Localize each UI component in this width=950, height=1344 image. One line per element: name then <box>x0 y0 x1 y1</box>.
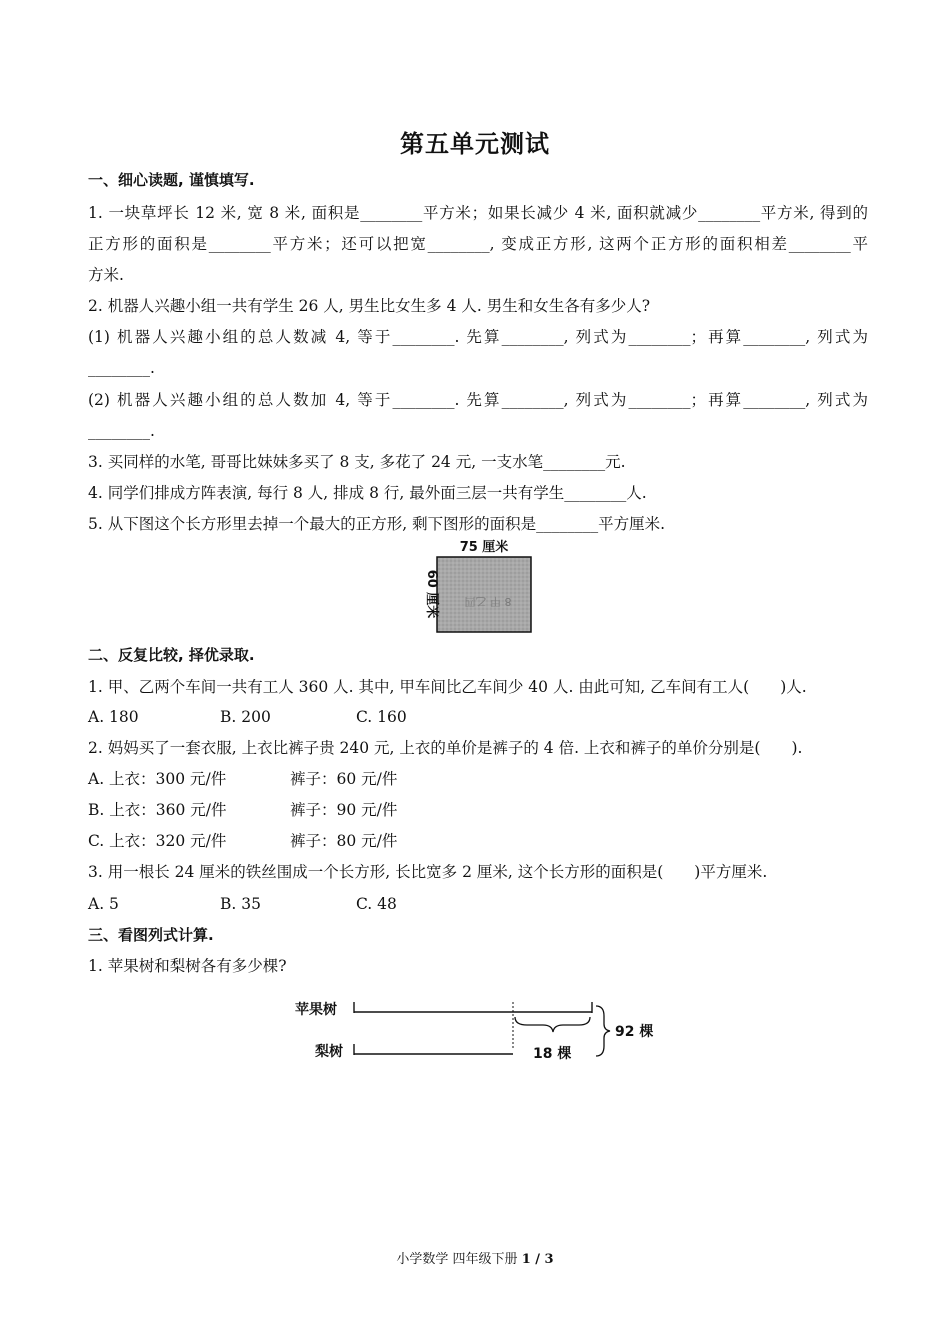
figure-inner-text: 8 甲 乙四 <box>464 595 512 608</box>
rectangle-figure <box>410 536 540 636</box>
s2-q1-option-b: B. 200 <box>220 708 271 726</box>
segment-diagram <box>290 990 670 1070</box>
s1-q2-stem: 2. 机器人兴趣小组一共有学生 26 人, 男生比女生多 4 人. 男生和女生各有多少人? <box>88 297 651 315</box>
difference-label: 18 棵 <box>533 1046 572 1062</box>
section1-heading: 一、细心读题, 谨慎填写. <box>88 171 255 189</box>
page-title: 第五单元测试 <box>400 130 550 158</box>
s1-q4: 4. 同学们排成方阵表演, 每行 8 人, 排成 8 行, 最外面三层一共有学生________人. <box>88 484 647 502</box>
s2-q2-option-c-pants: 裤子：80 元/件 <box>290 832 398 850</box>
s2-q1-option-c: C. 160 <box>356 708 407 726</box>
total-label: 92 棵 <box>615 1024 654 1040</box>
page-footer <box>0 1248 950 1267</box>
s1-q1-line1: 1. 一块草坪长 12 米, 宽 8 米, 面积是________平方米；如果长减少 4 米, 面积就减少________平方米, 得到的 <box>88 204 868 222</box>
s1-q2-sub2-line2: ________. <box>88 422 155 440</box>
section2-heading: 二、反复比较, 择优录取. <box>88 646 255 664</box>
s2-q1-option-a: A. 180 <box>88 708 139 726</box>
s1-q2-sub2-line1: (2) 机器人兴趣小组的总人数加 4, 等于________. 先算________, 列式为________；再算________, 列式为 <box>88 391 868 409</box>
pear-tree-label: 梨树 <box>315 1044 343 1060</box>
figure-rectangle <box>437 557 531 632</box>
s1-q2-sub1-line2: ________. <box>88 359 155 377</box>
total-brace <box>596 1006 610 1056</box>
apple-tree-label: 苹果树 <box>295 1002 337 1018</box>
s1-q1-line2: 正方形的面积是________平方米；还可以把宽________, 变成正方形, 这两个正方形的面积相差________平 <box>88 235 868 253</box>
s2-q2-stem: 2. 妈妈买了一套衣服, 上衣比裤子贵 240 元, 上衣的单价是裤子的 4 倍. 上衣和裤子的单价分别是( ). <box>88 739 803 757</box>
s2-q3-option-c: C. 48 <box>356 895 397 913</box>
s1-q1-line3: 方米. <box>88 266 124 284</box>
s1-q3: 3. 买同样的水笔, 哥哥比妹妹多买了 8 支, 多花了 24 元, 一支水笔________元. <box>88 453 626 471</box>
footer-text: 小学数学 四年级下册 <box>396 1252 522 1267</box>
s2-q3-stem: 3. 用一根长 24 厘米的铁丝围成一个长方形, 长比宽多 2 厘米, 这个长方形的面积是( )平方厘米. <box>88 863 768 881</box>
s1-q5: 5. 从下图这个长方形里去掉一个最大的正方形, 剩下图形的面积是________平方厘米. <box>88 515 665 533</box>
figure-side-label: 60 厘米 <box>424 569 439 619</box>
s2-q2-option-b-top: B. 上衣：360 元/件 <box>88 801 227 819</box>
difference-brace <box>515 1017 590 1032</box>
figure-top-label: 75 厘米 <box>459 540 509 555</box>
s2-q3-option-a: A. 5 <box>88 895 119 913</box>
s2-q2-option-b-pants: 裤子：90 元/件 <box>290 801 398 819</box>
s2-q1-stem: 1. 甲、乙两个车间一共有工人 360 人. 其中, 甲车间比乙车间少 40 人. 由此可知, 乙车间有工人( )人. <box>88 678 807 696</box>
section3-heading: 三、看图列式计算. <box>88 926 214 944</box>
s2-q2-option-a-top: A. 上衣：300 元/件 <box>88 770 227 788</box>
s2-q2-option-c-top: C. 上衣：320 元/件 <box>88 832 227 850</box>
s2-q2-option-a-pants: 裤子：60 元/件 <box>290 770 398 788</box>
s3-q1: 1. 苹果树和梨树各有多少棵? <box>88 957 287 975</box>
s1-q2-sub1-line1: (1) 机器人兴趣小组的总人数减 4, 等于________. 先算________, 列式为________；再算________, 列式为 <box>88 328 868 346</box>
s2-q3-option-b: B. 35 <box>220 895 261 913</box>
page-number: 1 / 3 <box>521 1252 554 1267</box>
